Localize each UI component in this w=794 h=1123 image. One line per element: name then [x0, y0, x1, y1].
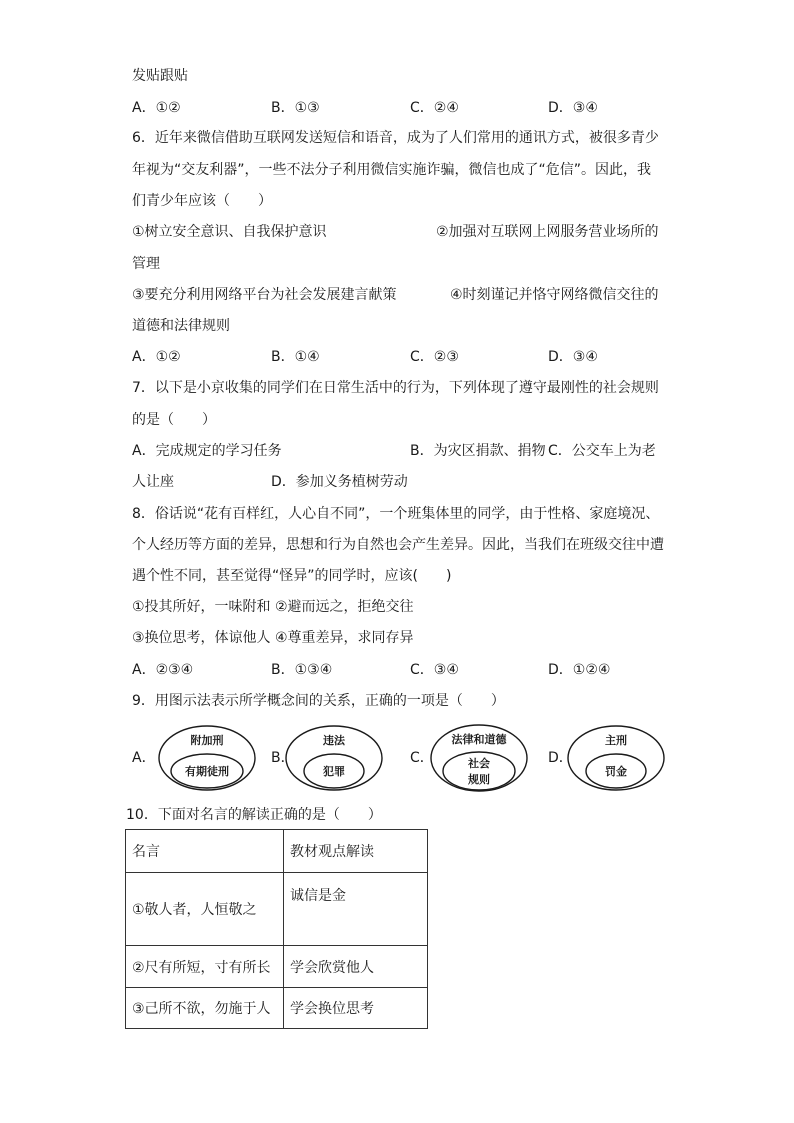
q6-item-4-cont: 道德和法律规则 — [132, 318, 230, 334]
table-header-row — [126, 830, 428, 873]
q7-option-a: A．完成规定的学习任务 — [132, 443, 282, 459]
q6-item-2-cont: 管理 — [132, 256, 160, 272]
q9-option-a-label: A． — [132, 750, 156, 766]
q5-option-a: A．①② — [132, 100, 181, 116]
q9-c-inner-1: 社会 — [468, 757, 490, 770]
q8-stem-line-2: 个人经历等方面的差异，思想和行为自然也会产生差异。因此，当我们在班级交往中遭 — [132, 537, 664, 553]
table-cell: 学会换位思考 — [284, 988, 428, 1029]
q9-a-inner: 有期徒刑 — [185, 765, 229, 778]
q9-d-inner: 罚金 — [605, 765, 627, 778]
q9-c-inner-2: 规则 — [468, 773, 490, 786]
q5-stem-tail: 发贴跟贴 — [132, 68, 188, 84]
q9-a-outer: 附加刑 — [190, 734, 224, 747]
q5-option-c: C．②④ — [410, 100, 459, 116]
q6-option-b: B．①④ — [271, 349, 320, 365]
q9-b-inner: 犯罪 — [323, 765, 345, 778]
q7-stem-line-1: 7．以下是小京收集的同学们在日常生活中的行为，下列体现了遵守最刚性的社会规则 — [132, 380, 659, 396]
q5-option-b: B．①③ — [271, 100, 320, 116]
q9-option-b-label: B． — [271, 750, 295, 766]
q8-option-d: D．①②④ — [548, 662, 611, 678]
q6-item-3: ③要充分利用网络平台为社会发展建言献策 — [132, 287, 397, 303]
q8-option-c: C．③④ — [410, 662, 459, 678]
q9-diagram-a — [157, 723, 257, 793]
q8-stem-line-3: 遇个性不同，甚至觉得“怪异”的同学时，应该( ) — [132, 568, 452, 584]
q7-option-c: C．公交车上为老 — [548, 443, 656, 459]
q8-items-1-2: ①投其所好，一味附和 ②避而远之，拒绝交往 — [132, 599, 414, 615]
table-cell: 学会欣赏他人 — [284, 946, 428, 988]
q6-item-4: ④时刻谨记并恪守网络微信交往的 — [450, 287, 659, 303]
q9-b-outer: 违法 — [323, 734, 345, 747]
q9-c-outer: 法律和道德 — [451, 733, 507, 746]
q6-stem-line-1: 6．近年来微信借助互联网发送短信和语音，成为了人们常用的通讯方式，被很多青少 — [132, 130, 659, 146]
q9-diagram-d — [566, 723, 666, 793]
table-cell: ②尺有所短，寸有所长 — [126, 946, 284, 988]
q9-option-c-label: C． — [410, 750, 434, 766]
q6-item-1: ①树立安全意识、自我保护意识 — [132, 224, 327, 240]
q10-stem: 10．下面对名言的解读正确的是（ ） — [126, 807, 382, 823]
q7-stem-line-2: 的是（ ） — [132, 412, 216, 428]
table-cell: 诚信是金 — [284, 873, 428, 946]
q6-item-2: ②加强对互联网上网服务营业场所的 — [436, 224, 659, 240]
q5-option-d: D．③④ — [548, 100, 598, 116]
table-cell: ③己所不欲，勿施于人 — [126, 988, 284, 1029]
q9-d-outer: 主刑 — [605, 734, 627, 747]
q8-stem-line-1: 8．俗话说“花有百样红，人心自不同”，一个班集体里的同学，由于性格、家庭境况、 — [132, 506, 660, 522]
q8-items-3-4: ③换位思考，体谅他人 ④尊重差异，求同存异 — [132, 630, 414, 646]
q6-option-c: C．②③ — [410, 349, 459, 365]
q6-option-a: A．①② — [132, 349, 181, 365]
q9-diagram-c — [429, 722, 529, 794]
table-header-interpretation: 教材观点解读 — [284, 830, 428, 873]
table-cell: ①敬人者，人恒敬之 — [126, 873, 284, 946]
q6-option-d: D．③④ — [548, 349, 598, 365]
table-row — [126, 988, 428, 1029]
q8-option-b: B．①③④ — [271, 662, 333, 678]
q9-diagram-b — [284, 723, 384, 793]
q10-table — [125, 829, 428, 1029]
table-row — [126, 873, 428, 946]
q9-stem: 9．用图示法表示所学概念间的关系，正确的一项是（ ） — [132, 693, 505, 709]
q7-option-b: B．为灾区捐款、捐物 — [410, 443, 546, 459]
q9-option-d-label: D． — [548, 750, 573, 766]
q7-option-d: D．参加义务植树劳动 — [271, 474, 408, 490]
q6-stem-line-2: 年视为“交友利器”，一些不法分子利用微信实施诈骗，微信也成了“危信”。因此，我 — [132, 162, 652, 178]
q7-option-c-cont: 人让座 — [132, 474, 174, 490]
table-row — [126, 946, 428, 988]
q6-stem-line-3: 们青少年应该（ ） — [132, 193, 272, 209]
q8-option-a: A．②③④ — [132, 662, 194, 678]
table-header-quote: 名言 — [126, 830, 284, 873]
